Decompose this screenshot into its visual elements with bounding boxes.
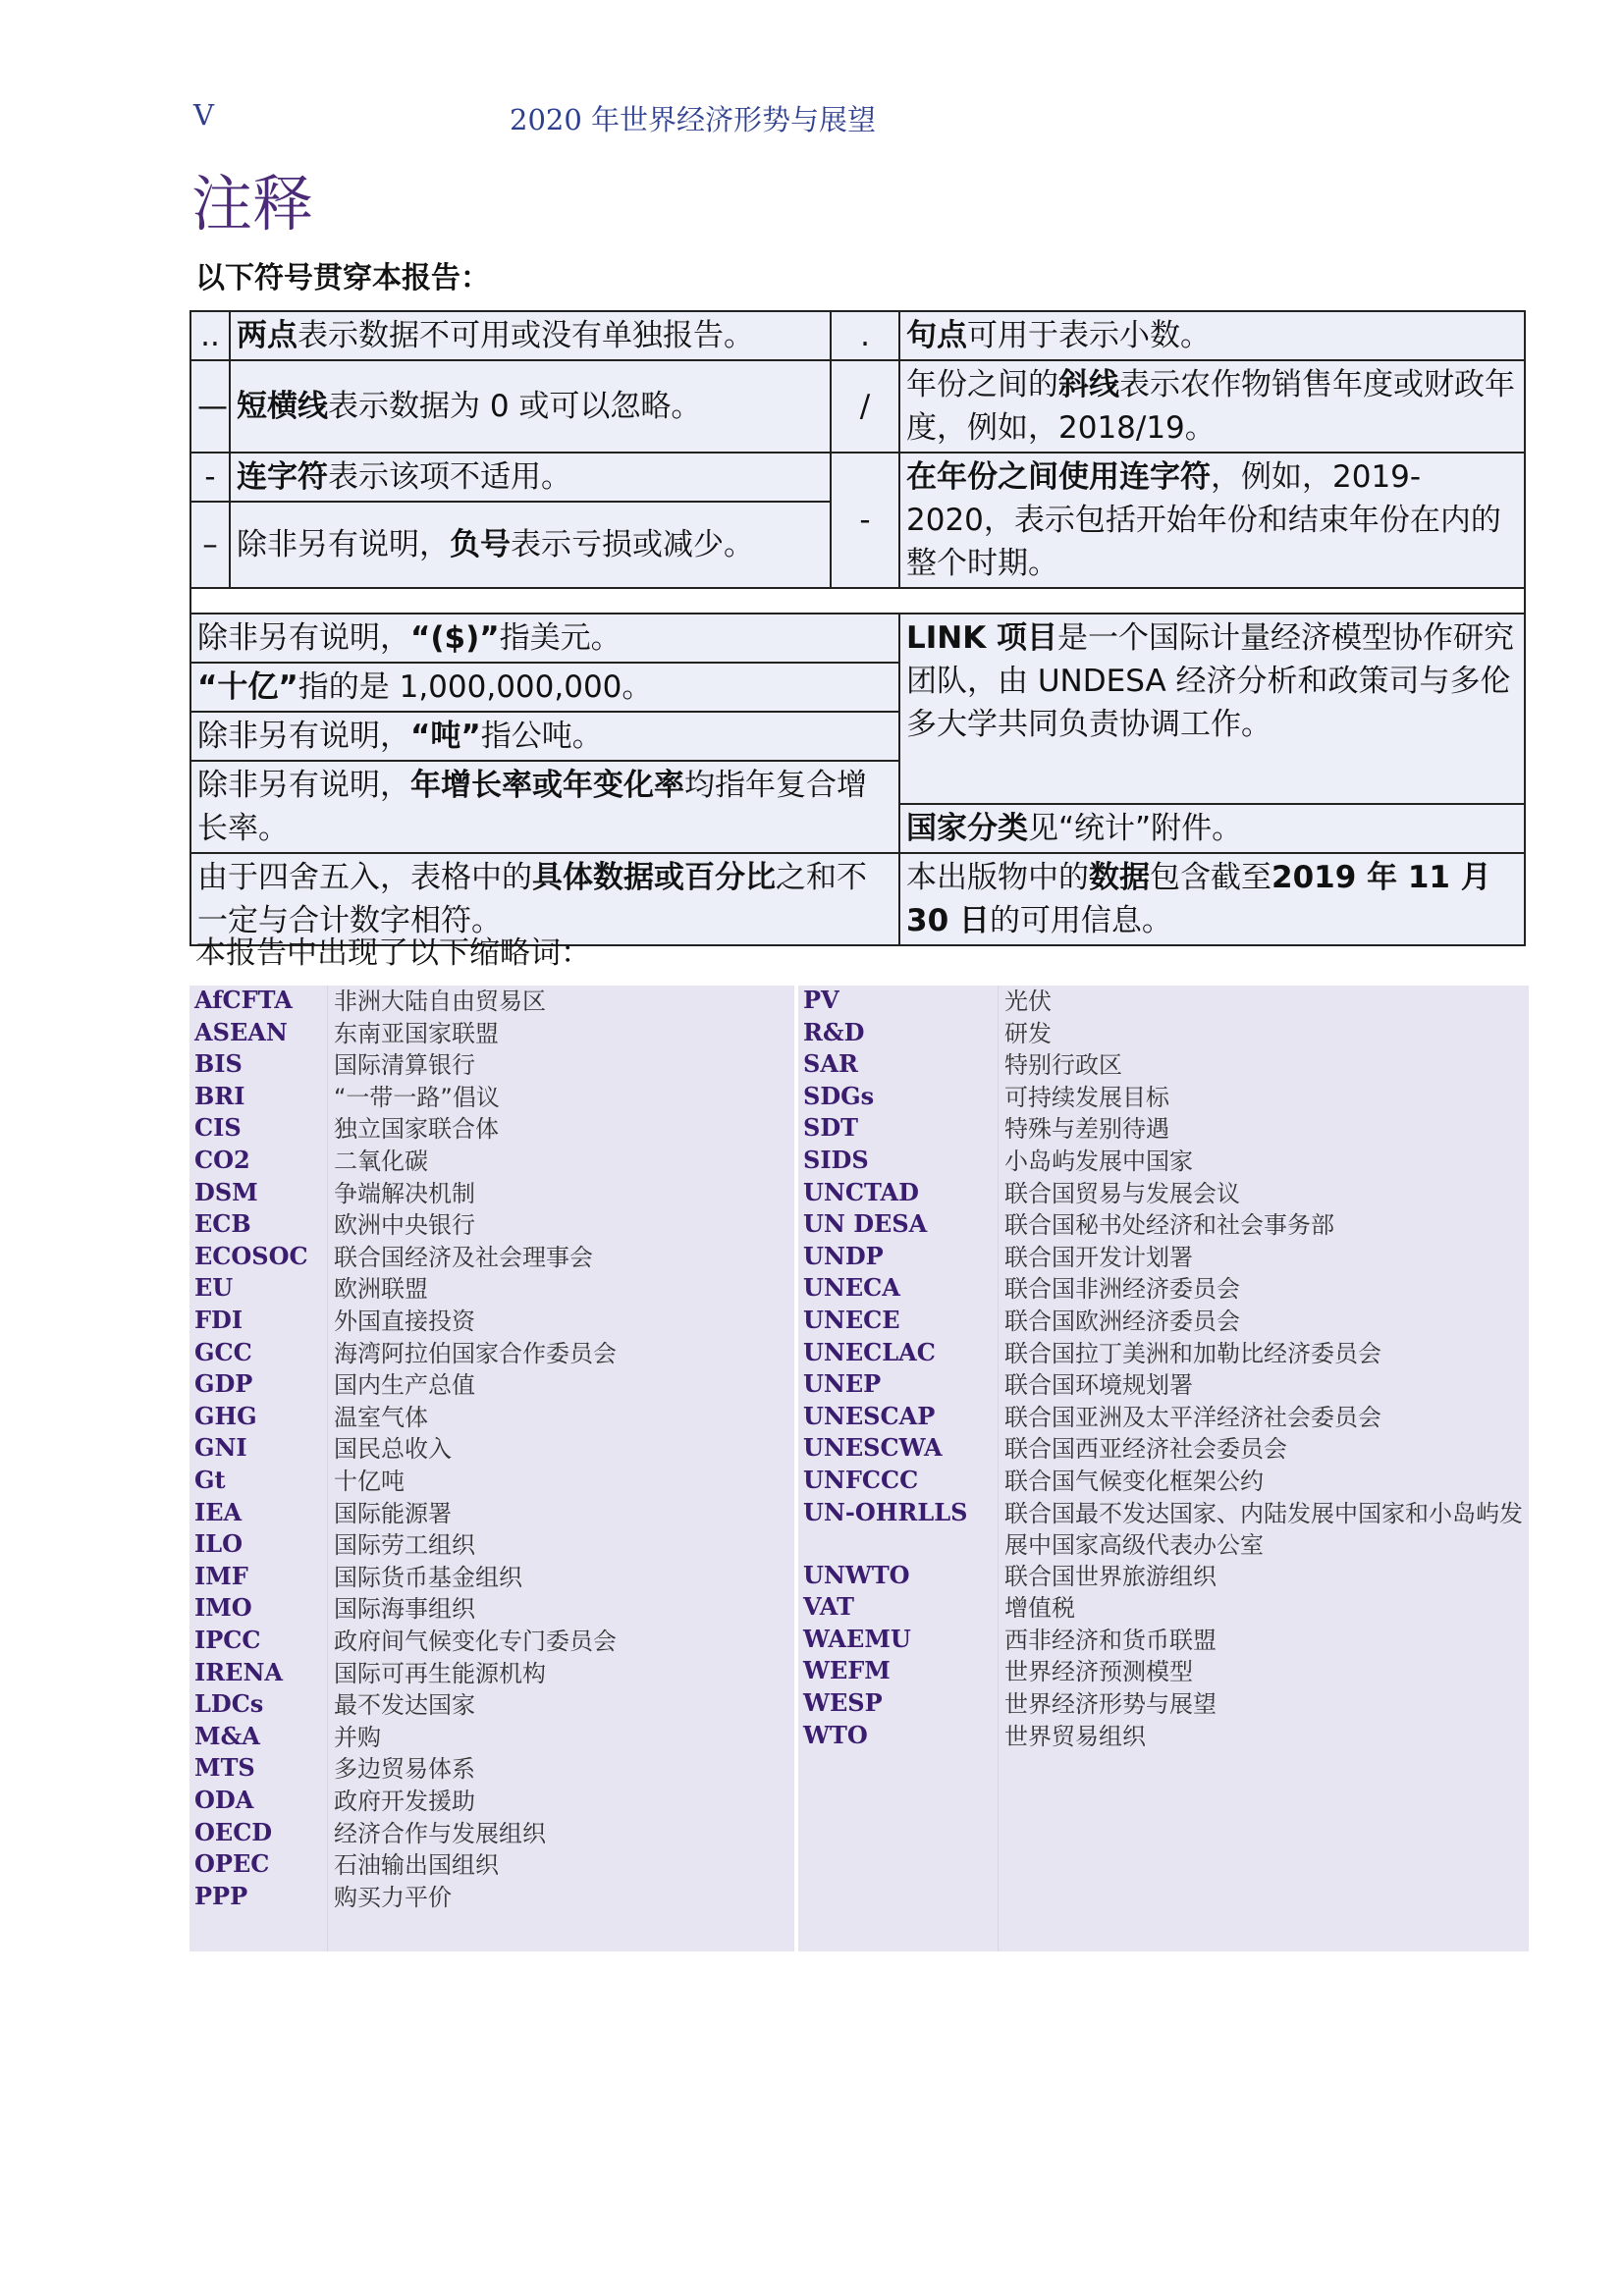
abbreviation-row (798, 1338, 1529, 1369)
abbreviation-description: 增值税 (1004, 1594, 1075, 1623)
abbreviation-row (189, 1306, 794, 1337)
abbreviation-code: IEA (194, 1497, 243, 1526)
abbreviation-code: R&D (803, 1017, 865, 1046)
abbreviation-code: BIS (194, 1049, 243, 1079)
abbreviation-code: PPP (194, 1881, 248, 1910)
note-country-classification: 国家分类见“统计”附件。 (899, 804, 1525, 853)
abbreviation-row (798, 1273, 1529, 1305)
abbreviation-row (798, 1592, 1529, 1624)
abbreviation-description: 联合国经济及社会理事会 (334, 1243, 593, 1271)
abbreviation-row (189, 1658, 794, 1689)
abbreviation-code: SDGs (803, 1081, 875, 1110)
abbreviation-code: BRI (194, 1081, 245, 1110)
abbreviation-code: UNEP (803, 1369, 882, 1399)
abbreviation-description: 国际劳工组织 (334, 1531, 475, 1560)
abbreviation-row (798, 986, 1529, 1017)
symbol-desc: 句点可用于表示小数。 (899, 311, 1525, 360)
abbreviation-description: 十亿吨 (334, 1468, 405, 1495)
symbol-desc: 除非另有说明，负号表示亏损或减少。 (230, 502, 831, 588)
abbreviation-row (189, 1529, 794, 1561)
symbols-table (189, 310, 1526, 946)
abbreviation-description: 小岛屿发展中国家 (1004, 1148, 1193, 1175)
abbreviation-code: UNCTAD (803, 1177, 919, 1206)
abbreviation-description: 欧洲联盟 (334, 1275, 428, 1304)
symbol-minus: – (190, 502, 230, 588)
abbreviation-description: 联合国秘书处经济和社会事务部 (1004, 1211, 1334, 1240)
abbreviation-description: 政府间气候变化专门委员会 (334, 1628, 617, 1655)
abbreviation-row (189, 1338, 794, 1369)
note-growth-rate: 除非另有说明，年增长率或年变化率均指年复合增长率。 (190, 761, 899, 853)
abbreviation-row (189, 1882, 794, 1913)
abbreviation-description: 可持续发展目标 (1004, 1083, 1169, 1111)
abbreviation-description: 二氧化碳 (334, 1148, 428, 1175)
abbreviation-code: GDP (194, 1369, 253, 1399)
note-billion: “十亿”指的是 1,000,000,000。 (190, 663, 899, 712)
abbreviation-row (189, 1722, 794, 1753)
abbreviation-code: OPEC (194, 1849, 270, 1879)
abbreviation-row (189, 1113, 794, 1145)
abbreviation-code: WESP (803, 1688, 883, 1717)
abbreviation-code: UNESCAP (803, 1401, 936, 1430)
abbreviation-row (189, 1849, 794, 1881)
abbreviation-description: 国际能源署 (334, 1499, 452, 1527)
abbreviation-description: 联合国最不发达国家、内陆发展中国家和小岛屿发展中国家高级代表办公室 (1004, 1499, 1523, 1559)
abbreviation-code: UNFCCC (803, 1466, 919, 1494)
abbreviation-row (189, 1369, 794, 1401)
abbreviation-row (798, 1369, 1529, 1401)
abbreviation-description: 世界经济预测模型 (1004, 1658, 1193, 1686)
symbol-desc: 连字符表示该项不适用。 (230, 453, 831, 502)
abbreviation-code: UNWTO (803, 1560, 910, 1589)
symbol-period: . (831, 311, 899, 360)
page-number: V (193, 98, 214, 132)
abbreviation-code: UN-OHRLLS (803, 1497, 968, 1526)
abbreviation-code: M&A (194, 1721, 260, 1750)
abbreviation-row (798, 1018, 1529, 1049)
abbreviation-row (189, 1049, 794, 1081)
abbreviation-description: 联合国气候变化框架公约 (1004, 1468, 1264, 1495)
abbreviation-row (798, 1656, 1529, 1687)
abbreviation-description: 联合国世界旅游组织 (1004, 1562, 1217, 1590)
abbreviation-row (798, 1433, 1529, 1465)
abbreviation-row (189, 1626, 794, 1657)
abbreviation-row (189, 1146, 794, 1177)
abbreviation-description: 石油输出国组织 (334, 1851, 499, 1880)
note-ton: 除非另有说明，“吨”指公吨。 (190, 712, 899, 761)
abbreviation-row (798, 1561, 1529, 1592)
symbol-two-dots: .. (190, 311, 230, 360)
abbreviation-row (189, 1498, 794, 1529)
abbreviation-row (189, 1689, 794, 1721)
abbreviation-description: 世界经济形势与展望 (1004, 1690, 1217, 1718)
abbreviation-code: ASEAN (194, 1017, 288, 1046)
abbreviation-row (189, 1786, 794, 1817)
abbreviation-description: 温室气体 (334, 1403, 428, 1431)
symbol-year-hyphen: - (831, 453, 899, 588)
abbreviation-code: WTO (803, 1720, 868, 1749)
abbreviation-row (798, 1721, 1529, 1752)
abbreviations-list-right (798, 986, 1529, 1951)
note-link: LINK 项目是一个国际计量经济模型协作研究团队，由 UNDESA 经济分析和政策司与多伦多大学共同负责协调工作。 (899, 614, 1525, 804)
abbreviation-code: IPCC (194, 1626, 261, 1654)
abbreviation-code: OECD (194, 1817, 273, 1846)
abbreviation-row (798, 1178, 1529, 1209)
abbreviation-code: Gt (194, 1466, 226, 1494)
note-rounding: 由于四舍五入，表格中的具体数据或百分比之和不一定与合计数字相符。 (190, 853, 899, 945)
abbreviation-description: 联合国拉丁美洲和加勒比经济委员会 (1004, 1339, 1381, 1367)
abbreviation-code: VAT (803, 1592, 854, 1622)
abbreviation-row (189, 1562, 794, 1593)
abbreviation-code: ECOSOC (194, 1241, 308, 1270)
abbreviation-row (189, 1433, 794, 1465)
abbreviation-description: 国际货币基金组织 (334, 1563, 522, 1591)
abbreviation-description: 西非经济和货币联盟 (1004, 1626, 1217, 1654)
abbreviation-description: 购买力平价 (334, 1883, 452, 1911)
abbreviation-code: GNI (194, 1433, 247, 1463)
abbreviation-row (189, 1753, 794, 1785)
abbreviation-description: 世界贸易组织 (1004, 1722, 1146, 1750)
abbreviation-description: 联合国西亚经济社会委员会 (1004, 1435, 1287, 1464)
abbreviation-description: 联合国贸易与发展会议 (1004, 1179, 1240, 1207)
abbreviation-description: 联合国环境规划署 (1004, 1371, 1193, 1400)
abbreviation-description: 东南亚国家联盟 (334, 1019, 499, 1047)
note-dollar: 除非另有说明，“($)”指美元。 (190, 614, 899, 663)
abbreviation-code: WAEMU (803, 1624, 911, 1653)
abbreviations-list-left (189, 986, 794, 1951)
abbreviation-description: 国际海事组织 (334, 1595, 475, 1624)
abbreviation-row (189, 986, 794, 1017)
spacer-row (190, 588, 1525, 614)
abbreviation-code: GHG (194, 1401, 257, 1430)
abbreviation-code: MTS (194, 1753, 255, 1783)
report-title: 2020 年世界经济形势与展望 (510, 103, 877, 136)
abbreviation-code: UNECA (803, 1273, 900, 1303)
abbreviation-row (798, 1625, 1529, 1656)
abbreviation-row (189, 1209, 794, 1241)
abbreviation-description: 联合国亚洲及太平洋经济社会委员会 (1004, 1403, 1381, 1431)
abbreviation-code: CO2 (194, 1146, 250, 1174)
abbreviation-row (798, 1209, 1529, 1241)
abbreviation-code: WEFM (803, 1656, 891, 1685)
abbreviation-row (798, 1242, 1529, 1273)
symbol-desc: 在年份之间使用连字符，例如，2019-2020，表示包括开始年份和结束年份在内的整个时期。 (899, 453, 1525, 588)
abbreviation-row (798, 1113, 1529, 1145)
symbol-slash: / (831, 360, 899, 453)
abbreviation-description: 独立国家联合体 (334, 1115, 499, 1144)
abbreviation-row (189, 1273, 794, 1305)
abbreviation-description: “一带一路”倡议 (334, 1083, 500, 1111)
abbreviation-description: 联合国开发计划署 (1004, 1243, 1193, 1271)
abbreviation-description: 特殊与差别待遇 (1004, 1115, 1169, 1144)
abbreviation-description: 经济合作与发展组织 (334, 1819, 546, 1847)
abbreviation-row (189, 1593, 794, 1625)
abbreviation-code: UNDP (803, 1241, 884, 1270)
abbreviation-description: 联合国非洲经济委员会 (1004, 1275, 1240, 1304)
abbreviation-description: 多边贸易体系 (334, 1755, 475, 1784)
abbreviation-row (798, 1049, 1529, 1081)
symbol-desc: 两点表示数据不可用或没有单独报告。 (230, 311, 831, 360)
abbreviation-code: PV (803, 986, 839, 1014)
abbreviation-code: EU (194, 1273, 234, 1303)
abbreviation-row (798, 1466, 1529, 1497)
abbreviation-code: GCC (194, 1337, 252, 1366)
symbol-desc: 年份之间的斜线表示农作物销售年度或财政年度，例如，2018/19。 (899, 360, 1525, 453)
symbol-desc: 短横线表示数据为 0 或可以忽略。 (230, 360, 831, 453)
abbreviation-description: 争端解决机制 (334, 1179, 475, 1207)
abbreviation-description: 国民总收入 (334, 1435, 452, 1464)
abbreviation-description: 国内生产总值 (334, 1371, 475, 1400)
symbol-hyphen: - (190, 453, 230, 502)
abbreviation-code: SAR (803, 1049, 858, 1079)
abbreviation-code: CIS (194, 1113, 242, 1143)
abbreviation-code: SIDS (803, 1146, 869, 1174)
symbols-intro: 以下符号贯穿本报告： (195, 261, 490, 295)
abbreviation-code: UNECE (803, 1306, 900, 1334)
abbreviation-row (798, 1402, 1529, 1433)
abbreviation-code: ILO (194, 1529, 243, 1559)
abbreviation-row (189, 1242, 794, 1273)
abbreviation-code: UNESCWA (803, 1433, 943, 1463)
abbreviation-code: IMF (194, 1561, 248, 1590)
abbreviations-intro: 本报告中出现了以下缩略词： (195, 935, 591, 971)
abbreviation-description: 非洲大陆自由贸易区 (334, 988, 546, 1015)
abbreviation-row (798, 1146, 1529, 1177)
abbreviation-description: 海湾阿拉伯国家合作委员会 (334, 1339, 617, 1367)
abbreviation-code: LDCs (194, 1689, 264, 1719)
abbreviation-description: 国际清算银行 (334, 1051, 475, 1080)
abbreviation-row (189, 1818, 794, 1849)
abbreviation-description: 光伏 (1004, 988, 1052, 1015)
abbreviation-description: 研发 (1004, 1019, 1052, 1047)
note-data-cutoff: 本出版物中的数据包含截至2019 年 11 月 30 日的可用信息。 (899, 853, 1525, 945)
abbreviation-row (189, 1402, 794, 1433)
abbreviation-code: ECB (194, 1209, 251, 1239)
abbreviation-description: 欧洲中央银行 (334, 1211, 475, 1240)
abbreviation-description: 外国直接投资 (334, 1308, 475, 1335)
abbreviation-row (798, 1082, 1529, 1113)
abbreviation-code: AfCFTA (194, 986, 293, 1014)
abbreviation-code: DSM (194, 1177, 258, 1206)
abbreviation-description: 最不发达国家 (334, 1691, 475, 1720)
abbreviation-code: UNECLAC (803, 1337, 936, 1366)
abbreviation-row (798, 1497, 1529, 1559)
abbreviation-row (798, 1306, 1529, 1337)
abbreviation-description: 国际可再生能源机构 (334, 1659, 546, 1687)
abbreviation-row (189, 1018, 794, 1049)
abbreviation-description: 并购 (334, 1723, 381, 1751)
abbreviation-code: UN DESA (803, 1209, 928, 1239)
abbreviation-row (189, 1082, 794, 1113)
abbreviation-row (189, 1178, 794, 1209)
symbol-dash: — (190, 360, 230, 453)
page-title: 注释 (191, 168, 314, 240)
abbreviation-code: SDT (803, 1113, 859, 1143)
abbreviation-code: ODA (194, 1786, 254, 1814)
abbreviation-description: 联合国欧洲经济委员会 (1004, 1308, 1240, 1335)
abbreviation-row (189, 1466, 794, 1497)
abbreviation-code: FDI (194, 1306, 243, 1334)
running-header (193, 98, 1372, 137)
abbreviation-row (798, 1688, 1529, 1720)
abbreviation-code: IMO (194, 1593, 252, 1623)
abbreviation-description: 特别行政区 (1004, 1051, 1122, 1080)
abbreviation-description: 政府开发援助 (334, 1788, 475, 1815)
abbreviation-code: IRENA (194, 1657, 284, 1686)
